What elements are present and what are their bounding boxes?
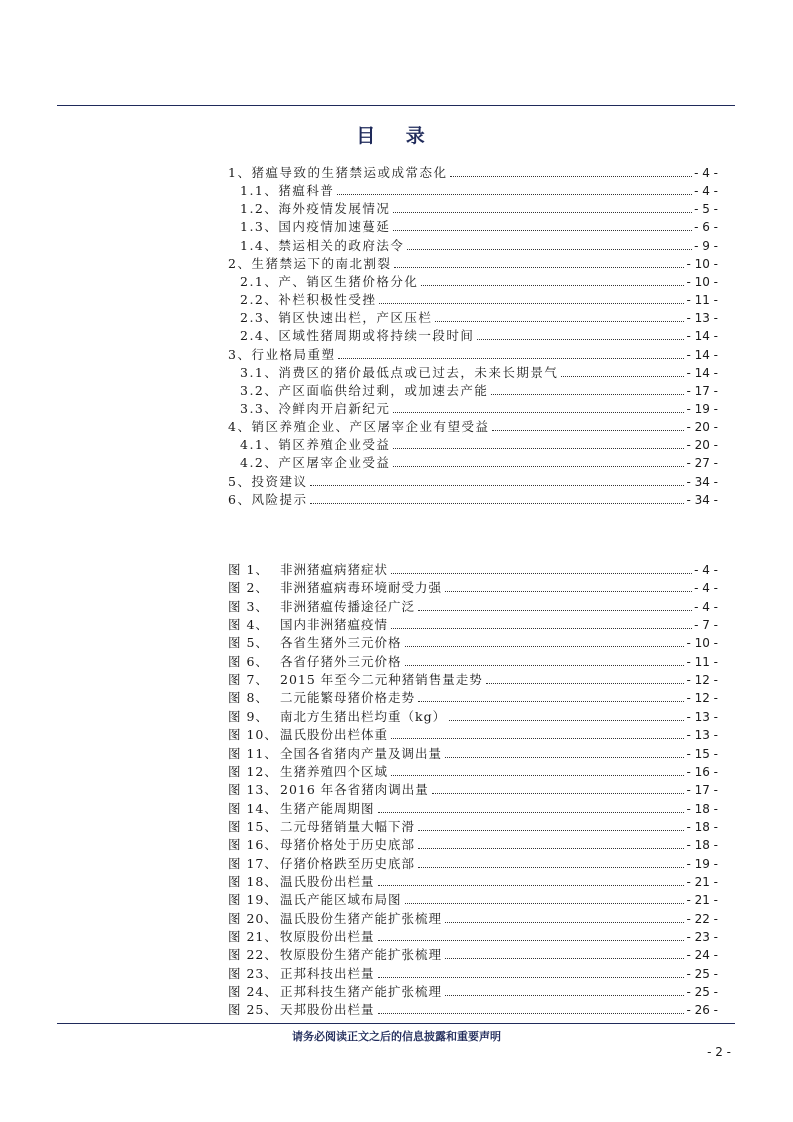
figure-caption: 各省生猪外三元价格 — [280, 635, 402, 651]
figure-entry-label — [228, 727, 388, 743]
figure-number: 图 22、 — [228, 947, 278, 963]
figure-entry[interactable] — [228, 615, 718, 633]
toc-entry[interactable] — [228, 363, 718, 381]
dot-leader — [378, 1013, 685, 1014]
figure-entry-page: - 17 - — [686, 783, 718, 798]
dot-leader — [407, 249, 692, 250]
figure-entry[interactable] — [228, 945, 718, 963]
figure-number: 图 11、 — [228, 745, 278, 761]
figure-caption: 温氏股份出栏量 — [280, 873, 375, 889]
figure-entry[interactable] — [228, 578, 718, 596]
dot-leader — [405, 646, 685, 647]
dot-leader — [405, 903, 685, 904]
figure-caption: 非洲猪瘟病毒环境耐受力强 — [280, 580, 443, 596]
toc-entry-page: - 10 - — [686, 274, 718, 289]
dot-leader — [391, 738, 684, 739]
figure-entry-label — [228, 801, 375, 817]
figure-entry-page: - 18 - — [686, 819, 718, 834]
dot-leader — [486, 683, 685, 684]
figure-number: 图 3、 — [228, 598, 269, 614]
toc-entry[interactable] — [228, 254, 718, 272]
figure-entry-label — [228, 672, 483, 688]
page-number: - 2 - — [707, 1045, 731, 1059]
toc-entry[interactable] — [228, 290, 718, 308]
footer-rule — [57, 1023, 735, 1024]
toc-entry-label: 5、投资建议 — [228, 473, 308, 489]
figure-entry[interactable] — [228, 890, 718, 908]
toc-entry-label: 1.1、猪瘟科普 — [240, 183, 335, 199]
figure-entry-page: - 18 - — [686, 838, 718, 853]
figure-entry-page: - 25 - — [686, 985, 718, 1000]
dot-leader — [418, 848, 684, 849]
figure-entry[interactable] — [228, 688, 718, 706]
figure-number: 图 25、 — [228, 1002, 278, 1018]
toc-entry-page: - 17 - — [686, 383, 718, 398]
figure-entry-page: - 4 - — [694, 563, 718, 577]
toc-entry-label: 2.4、区域性猪周期或将持续一段时间 — [240, 328, 475, 344]
figure-entry[interactable] — [228, 982, 718, 1000]
page-title: 目 录 — [356, 125, 437, 147]
figure-entry-label — [228, 764, 388, 780]
toc-entry-page: - 13 - — [686, 311, 718, 326]
toc-entry-page: - 19 - — [686, 401, 718, 416]
dot-leader — [450, 176, 692, 177]
toc-entry-page: - 9 - — [694, 238, 718, 253]
figure-entry-page: - 10 - — [686, 636, 718, 651]
figure-number: 图 17、 — [228, 855, 278, 871]
figure-caption: 各省仔猪外三元价格 — [280, 653, 402, 669]
toc-entry-label: 1.2、海外疫情发展情况 — [240, 201, 391, 217]
dot-leader — [491, 394, 684, 395]
figure-caption: 生猪产能周期图 — [280, 800, 375, 816]
dot-leader — [405, 665, 685, 666]
figure-entry-label — [228, 580, 442, 596]
toc-entry-label: 1.4、禁运相关的政府法令 — [240, 237, 405, 253]
toc-entry-label: 2.1、产、销区生猪价格分化 — [240, 273, 419, 289]
dot-leader — [445, 757, 684, 758]
figure-entry-page: - 12 - — [686, 673, 718, 688]
toc-entry-label: 3、行业格局重塑 — [228, 346, 336, 362]
toc-entry-label: 3.3、冷鲜肉开启新纪元 — [240, 400, 391, 416]
figure-entry-page: - 21 - — [686, 874, 718, 889]
toc-entry[interactable] — [228, 308, 718, 326]
dot-leader — [391, 573, 692, 574]
toc-entry[interactable] — [228, 199, 718, 217]
dot-leader — [418, 867, 684, 868]
figure-number: 图 7、 — [228, 672, 269, 688]
toc-entry[interactable] — [228, 272, 718, 290]
figure-entry[interactable] — [228, 652, 718, 670]
figure-number: 图 8、 — [228, 690, 269, 706]
figure-number: 图 12、 — [228, 763, 278, 779]
figure-caption: 国内非洲猪瘟疫情 — [280, 617, 389, 633]
dot-leader — [435, 321, 684, 322]
figure-number: 图 2、 — [228, 580, 269, 596]
dot-leader — [378, 940, 685, 941]
toc-entry[interactable] — [228, 381, 718, 399]
dot-leader — [492, 430, 684, 431]
figure-entry[interactable] — [228, 725, 718, 743]
figure-caption: 温氏股份出栏体重 — [280, 727, 389, 743]
dot-leader — [418, 830, 684, 831]
figure-entry-page: - 12 - — [686, 691, 718, 706]
dot-leader — [393, 230, 692, 231]
figure-entry-page: - 21 - — [686, 893, 718, 908]
toc-entry-label: 4.2、产区屠宰企业受益 — [240, 455, 391, 471]
figure-number: 图 23、 — [228, 965, 278, 981]
dot-leader — [337, 194, 692, 195]
toc-entry[interactable] — [228, 163, 718, 181]
figure-entry-label — [228, 892, 402, 908]
figure-entry[interactable] — [228, 670, 718, 688]
toc-entry-label: 4.1、销区养殖企业受益 — [240, 437, 391, 453]
dot-leader — [394, 267, 684, 268]
figure-caption: 正邦科技生猪产能扩张梳理 — [280, 984, 443, 1000]
figure-entry[interactable] — [228, 560, 718, 578]
figure-entry-label — [228, 856, 415, 872]
dot-leader — [378, 812, 685, 813]
toc-entry[interactable] — [228, 417, 718, 435]
figure-caption: 南北方生猪出栏均重（kg） — [280, 708, 447, 724]
figure-number: 图 19、 — [228, 892, 278, 908]
figure-number: 图 14、 — [228, 800, 278, 816]
dot-leader — [421, 285, 684, 286]
figure-entry-page: - 4 - — [694, 581, 718, 596]
figure-entry[interactable] — [228, 854, 718, 872]
toc-entry[interactable] — [228, 472, 718, 490]
figure-entry-page: - 13 - — [686, 709, 718, 724]
figure-entry-label — [228, 746, 442, 762]
dot-leader — [378, 885, 685, 886]
figure-caption: 母猪价格处于历史底部 — [280, 837, 416, 853]
figure-caption: 二元能繁母猪价格走势 — [280, 690, 416, 706]
figure-caption: 非洲猪瘟病猪症状 — [280, 562, 389, 577]
figure-entry[interactable] — [228, 872, 718, 890]
dot-leader — [418, 610, 692, 611]
toc-entry-page: - 20 - — [686, 438, 718, 453]
figure-number: 图 6、 — [228, 653, 269, 669]
dot-leader — [393, 466, 684, 467]
toc-entry-label: 1、猪瘟导致的生猪禁运或成常态化 — [228, 165, 448, 180]
figure-caption: 天邦股份出栏量 — [280, 1002, 375, 1018]
figure-caption: 2016 年各省猪肉调出量 — [280, 782, 429, 798]
figure-entry[interactable] — [228, 1000, 718, 1018]
figure-entry-page: - 13 - — [686, 728, 718, 743]
figure-caption: 全国各省猪肉产量及调出量 — [280, 745, 443, 761]
toc-entry-page: - 4 - — [694, 166, 718, 180]
toc-entry[interactable] — [228, 435, 718, 453]
dot-leader — [445, 591, 692, 592]
dot-leader — [393, 412, 684, 413]
figure-caption: 生猪养殖四个区域 — [280, 763, 389, 779]
toc-entry-label: 6、风险提示 — [228, 491, 308, 507]
dot-leader — [393, 448, 684, 449]
toc-entry-label: 2.3、销区快速出栏，产区压栏 — [240, 310, 433, 326]
toc-entry-page: - 27 - — [686, 456, 718, 471]
toc-entry-page: - 14 - — [686, 329, 718, 344]
dot-leader — [445, 958, 684, 959]
figure-caption: 正邦科技出栏量 — [280, 965, 375, 981]
figure-entry[interactable] — [228, 817, 718, 835]
figure-entry-label — [228, 690, 415, 706]
figure-entry-page: - 25 - — [686, 966, 718, 981]
figure-entry-page: - 24 - — [686, 948, 718, 963]
toc-entry[interactable] — [228, 181, 718, 199]
figure-number: 图 21、 — [228, 929, 278, 944]
toc-entry-page: - 4 - — [694, 184, 718, 199]
figure-entry[interactable] — [228, 964, 718, 982]
toc-entry-page: - 20 - — [686, 420, 718, 435]
figure-number: 图 18、 — [228, 873, 278, 889]
dot-leader — [393, 212, 692, 213]
figure-entry-label — [228, 1002, 375, 1018]
figure-number: 图 15、 — [228, 818, 278, 834]
dot-leader — [338, 358, 684, 359]
toc-entry[interactable] — [228, 490, 718, 508]
figure-entry-label — [228, 782, 429, 798]
toc-entry-label: 2.2、补栏积极性受挫 — [240, 292, 377, 308]
figure-caption: 牧原股份出栏量 — [280, 929, 375, 944]
figure-entry-label — [228, 911, 442, 927]
toc-entry-page: - 14 - — [686, 365, 718, 380]
figure-number: 图 16、 — [228, 837, 278, 853]
toc-entry-page: - 5 - — [694, 202, 718, 217]
figure-entry[interactable] — [228, 744, 718, 762]
figure-entry-label — [228, 966, 375, 982]
figure-entry[interactable] — [228, 597, 718, 615]
figure-entry[interactable] — [228, 707, 718, 725]
disclaimer-note: 请务必阅读正文之后的信息披露和重要声明 — [292, 1030, 501, 1043]
figure-entry-page: - 22 - — [686, 911, 718, 926]
dot-leader — [310, 485, 684, 486]
figure-entry-label — [228, 599, 415, 615]
figure-caption: 非洲猪瘟传播途径广泛 — [280, 598, 416, 614]
figure-entry-label — [228, 709, 446, 725]
figure-entry[interactable] — [228, 909, 718, 927]
figure-entry-label — [228, 617, 388, 633]
figure-entry-page: - 19 - — [686, 856, 718, 871]
figure-entry-label — [228, 635, 402, 651]
figure-entry-page: - 26 - — [686, 1003, 718, 1018]
figure-entry-page: - 11 - — [686, 654, 718, 669]
dot-leader — [449, 720, 684, 721]
figure-number: 图 20、 — [228, 910, 278, 926]
toc-entry[interactable] — [228, 453, 718, 471]
dot-leader — [379, 303, 684, 304]
figure-entry-label — [228, 837, 415, 853]
dot-leader — [561, 376, 684, 377]
figure-entry-page: - 18 - — [686, 801, 718, 816]
figure-entry-label — [228, 984, 442, 1000]
figure-number: 图 13、 — [228, 782, 278, 798]
figure-caption: 仔猪价格跌至历史底部 — [280, 855, 416, 871]
figure-entry-page: - 16 - — [686, 764, 718, 779]
figure-entry-label — [228, 929, 375, 945]
figure-entry[interactable] — [228, 633, 718, 651]
toc-entry-page: - 6 - — [694, 220, 718, 235]
figure-caption: 温氏产能区域布局图 — [280, 892, 402, 908]
toc-entry[interactable] — [228, 217, 718, 235]
figure-entry-page: - 23 - — [686, 930, 718, 944]
figure-entry[interactable] — [228, 780, 718, 798]
figure-caption: 二元母猪销量大幅下滑 — [280, 818, 416, 834]
figure-entry-label — [228, 819, 415, 835]
figure-entry-label — [228, 947, 442, 963]
toc-entry-label: 2、生猪禁运下的南北割裂 — [228, 255, 392, 271]
dot-leader — [432, 793, 685, 794]
toc-entry[interactable] — [228, 236, 718, 254]
figure-entry[interactable] — [228, 799, 718, 817]
figure-entry-label — [228, 874, 375, 890]
toc-entry[interactable] — [228, 399, 718, 417]
figure-number: 图 4、 — [228, 617, 269, 633]
figure-number: 图 24、 — [228, 984, 278, 1000]
toc-entry-page: - 34 - — [686, 492, 718, 507]
dot-leader — [310, 503, 684, 504]
figure-entry-page: - 15 - — [686, 746, 718, 761]
figure-entry-page: - 4 - — [694, 599, 718, 614]
dot-leader — [378, 977, 685, 978]
toc-entry-page: - 34 - — [686, 474, 718, 489]
toc-entry[interactable] — [228, 326, 718, 344]
figure-number: 图 5、 — [228, 635, 269, 651]
dot-leader — [391, 775, 684, 776]
toc-entry-label: 3.2、产区面临供给过剩，或加速去产能 — [240, 382, 489, 398]
toc-entry[interactable] — [228, 345, 718, 363]
figure-entry-label — [228, 562, 388, 578]
figure-entry-label — [228, 654, 402, 670]
toc-entry-label: 4、销区养殖企业、产区屠宰企业有望受益 — [228, 419, 490, 435]
figure-entry[interactable] — [228, 762, 718, 780]
toc-entry-page: - 10 - — [686, 256, 718, 271]
figure-number: 图 10、 — [228, 727, 278, 743]
dot-leader — [477, 339, 684, 340]
figure-caption: 牧原股份生猪产能扩张梳理 — [280, 947, 443, 963]
toc-entry-label: 3.1、消费区的猪价最低点或已过去，未来长期景气 — [240, 364, 559, 380]
toc-entry-page: - 11 - — [686, 293, 718, 308]
toc-entry-label: 1.3、国内疫情加速蔓延 — [240, 219, 391, 235]
figure-entry[interactable] — [228, 927, 718, 945]
figure-entry[interactable] — [228, 835, 718, 853]
dot-leader — [391, 628, 692, 629]
figure-caption: 2015 年至今二元种猪销售量走势 — [280, 672, 483, 688]
header-rule — [57, 105, 735, 106]
dot-leader — [445, 995, 684, 996]
dot-leader — [418, 701, 684, 702]
toc-entry-page: - 14 - — [686, 347, 718, 362]
figure-entry-page: - 7 - — [694, 618, 718, 633]
figure-caption: 温氏股份生猪产能扩张梳理 — [280, 910, 443, 926]
figure-number: 图 9、 — [228, 708, 269, 724]
dot-leader — [445, 922, 684, 923]
figure-number: 图 1、 — [228, 562, 269, 577]
